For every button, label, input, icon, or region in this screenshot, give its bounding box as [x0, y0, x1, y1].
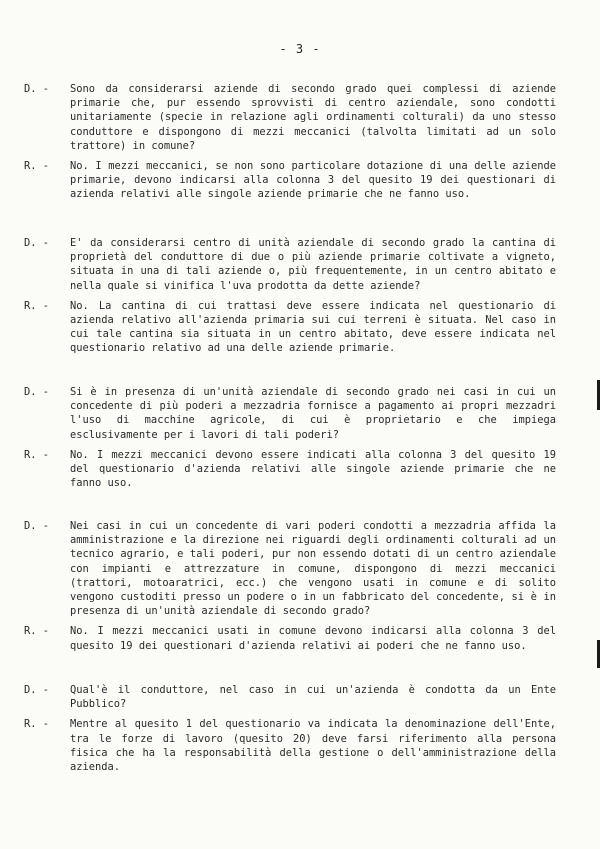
question — [24, 82, 556, 153]
question-prefix: D. - — [24, 386, 50, 398]
question-text: Si è in presenza di un'unità aziendale di secondo grado nei casi in cui un concedente di più poderi a mezzadria fornisce a pagamento ai propri mezzadri l'uso di macchine agricole, di cui è proprietario e che impiega esclusivamente per i lavori di tali poderi? — [70, 386, 556, 441]
question — [24, 519, 556, 618]
qa-block-2 — [24, 236, 556, 356]
question-text: Qual'è il conduttore, nel caso in cui un'azienda è condotta da un Ente Pubblico? — [70, 684, 556, 711]
answer-text: No. I mezzi meccanici devono essere indicati alla colonna 3 del quesito 19 del questionario d'azienda relativi alle singole aziende primarie che ne fanno uso. — [70, 448, 556, 490]
answer — [24, 299, 556, 356]
question-prefix: D. - — [24, 237, 50, 249]
answer-prefix: R. - — [24, 718, 50, 731]
qa-block-4 — [24, 519, 556, 653]
question-text: E' da considerarsi centro di unità aziendale di secondo grado la cantina di proprietà del conduttore di due o più aziende primarie coltivate a vigneto, situata in una di tali aziende o, più frequentemente, in un centro abitato e nella quale si vinifica l'uva prodotta da dette aziende? — [70, 237, 556, 292]
page-number: - 3 - — [279, 42, 321, 56]
question-prefix: D. - — [24, 684, 50, 696]
question — [24, 683, 556, 711]
answer — [24, 624, 556, 652]
question-text: Nei casi in cui un concedente di vari poderi condotti a mezzadria affida la amministrazione e la direzione nei riguardi degli ordinamenti colturali ad un tecnico agrario, e tali poderi, pur non essendo dotati di un centro aziendale con impianti e attrezzature in comune, dispongono di mezzi meccanici (trattori, motoaratrici, ecc.) che vengono usati in comune e di solito vengono custoditi presso un podere o in un fabbricato del concedente, si è in presenza di un'unità aziendale di secondo grado? — [70, 520, 556, 618]
answer-prefix: R. - — [24, 448, 50, 461]
answer-text: Mentre al quesito 1 del questionario va indicata la denominazione dell'Ente, tra le forze di lavoro (quesito 20) deve farsi riferimento alla persona fisica che ha la responsabilità della gestione o dell'amministrazione della azienda. — [70, 718, 556, 774]
answer-prefix: R. - — [24, 160, 50, 173]
question-prefix: D. - — [24, 520, 50, 532]
question-text: Sono da considerarsi aziende di secondo grado quei complessi di aziende primarie che, pur essendo sprovvisti di centro aziendale, sono condotti unitariamente (specie in relazione agli ordinamenti colturali) da uno stesso conduttore e dispongono di mezzi meccanici (talvolta limitati ad un solo trattore) in comune? — [70, 83, 556, 152]
question — [24, 236, 556, 293]
qa-block-1 — [24, 82, 556, 202]
answer — [24, 159, 556, 202]
answer-text: No. I mezzi meccanici usati in comune devono indicarsi alla colonna 3 del quesito 19 dei questionari d'azienda relativi ai poderi che ne fanno uso. — [70, 625, 556, 652]
qa-block-5 — [24, 683, 556, 774]
answer-text: No. La cantina di cui trattasi deve essere indicata nel questionario di azienda relativo all'azienda primaria sui cui terreni è situata. Nel caso in cui tale cantina sia situata in un centro abitato, deve essere indicata nel questionario relativo ad una delle aziende primarie. — [70, 299, 556, 355]
answer-prefix: R. - — [24, 625, 50, 638]
answer-text: No. I mezzi meccanici, se non sono particolare dotazione di una delle aziende primarie, devono indicarsi alla colonna 3 del quesito 19 dei questionari di azienda relativi alle singole aziende primarie che ne fanno uso. — [70, 160, 556, 201]
answer-prefix: R. - — [24, 299, 50, 312]
question-prefix: D. - — [24, 83, 50, 95]
answer — [24, 448, 556, 491]
qa-block-3 — [24, 385, 556, 490]
answer — [24, 717, 556, 774]
question — [24, 385, 556, 442]
